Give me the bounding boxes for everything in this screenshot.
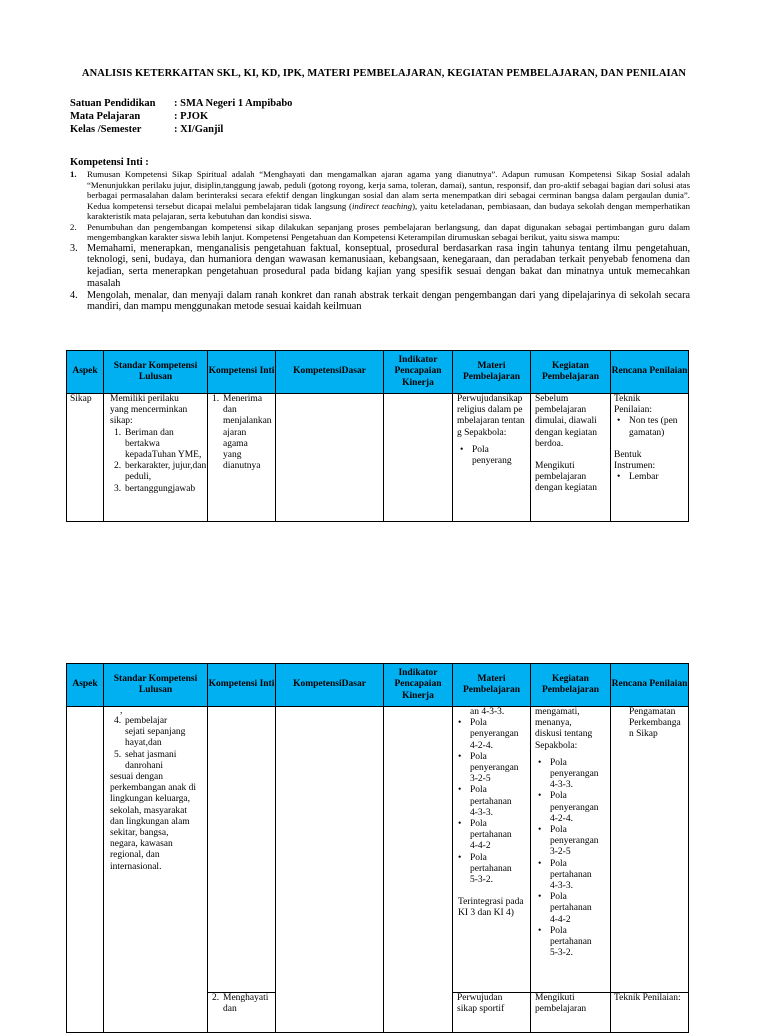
header-kd: KompetensiDasar [276,351,384,394]
rencana-bullets [614,416,685,438]
ki-text-italic: indirect teaching [351,200,413,211]
cell-aspek [67,707,104,1033]
list-item: • Pola pertahanan 4-4-2 [535,892,600,926]
table-header-row [67,351,689,394]
header-aspek: Aspek [67,664,104,707]
aspek-text: Sikap [70,394,92,404]
ki-item-2 [70,222,690,243]
list-item: • Pola penyerangan 4-3-3. [535,758,600,792]
header-rencana: Rencana Penilaian [611,664,689,707]
ki-text: Mengolah, menalar, dan menyaji dalam ranah konkret dan ranah abstrak terkait dengan pengembangan dari yang dipelajarinya di sekolah secara mandiri, dan mampu menggunakan metode sesuai kaidah keilmuan [87,289,690,313]
cell-materi [453,993,531,1033]
list-item [208,993,269,1015]
item-text: Beriman dan bertakwa kepadaTuhan YME, [125,427,202,461]
rencana-paragraph: Teknik Penilaian: [614,394,652,416]
cell-kegiatan [531,993,611,1033]
item-number: 2. [212,993,220,1003]
rencana-paragraph: Pengamatan [629,707,676,717]
item-number: 3. [114,483,122,494]
analysis-table-2 [66,663,689,1033]
list-item: • Pola penyerangan 4-2-4. [535,791,600,825]
list-item: • Pola pertahanan 5-3-2. [535,926,600,960]
kegiatan-bullets [535,758,606,960]
ki-cell-list [208,993,269,1015]
cell-kd [276,394,384,522]
item-text: Menerima dan menjalankan ajaran agama yang dianutnya [223,394,272,472]
meta-row-satuan [70,97,292,110]
meta-value: : SMA Negeri 1 Ampibabo [174,98,293,109]
list-item: • Pola pertahanan 5-3-2. [455,853,514,887]
header-ki: Kompetensi Inti [208,664,276,707]
list-item [110,428,207,462]
item-number: 1. [114,427,122,438]
rencana-text: Teknik Penilaian: [614,993,681,1003]
rencana-bullets-2 [614,472,685,483]
kegiatan-paragraph: mengamati, menanya, diskusi tentang Sepakbola: [535,707,593,751]
cell-rencana [611,707,689,993]
list-item: • Non tes (pengamatan) [614,416,685,438]
cell-skl [104,707,208,1033]
cell-materi [453,707,531,993]
header-kegiatan: Kegiatan Pembelajaran [531,351,611,394]
rencana-content [611,707,688,992]
cell-ki [208,394,276,522]
ki-number: 3. [70,242,78,254]
skl-content [104,394,207,521]
header-skl: Standar Kompetensi Lulusan [104,664,208,707]
item-number: 4. [114,716,122,726]
list-item: • Pola pertahanan 4-4-2 [455,819,514,853]
kegiatan-paragraph: Sebelum pembelajaran dimulai, diawali dengan kegiatan berdoa. [535,394,597,449]
list-item: • Pola penyerangan 4-2-4. [455,718,514,752]
skl-continuation: , [120,707,123,716]
ki-cell-list [208,394,272,472]
header-ipk: Indikator Pencapaian Kinerja [384,351,453,394]
list-item: • Pola pertahanan 4-3-3. [455,785,514,819]
cell-materi [453,394,531,522]
kegiatan-content [531,394,610,521]
list-item [110,484,207,495]
ki-text-part: Rumusan Kompetensi Sikap Spiritual adalah “Menghayati dan mengamalkan ajaran agama yang dianutnya”. Adapun rumusan Kompetensi Sikap Sosial adalah “Menunjukkan perilaku jujur, disiplin,tanggung jawab, peduli (gotong royong, kerja sama, toleran, damai), santun, responsif, dan pro-aktif sebagai bagian dari solusi atas berbagai permasalahan dalam berinteraksi secara efektif dengan lingkungan sosial dan alam serta menempatkan diri sebagai cerminan bangsa dalam pergaulan dunia”. Kedua kompetensi tersebut dicapai melalui pembelajaran tidak langsung ( [87,169,690,211]
meta-value: : PJOK [174,111,209,122]
item-number: 1. [212,394,220,404]
meta-label: Satuan Pendidikan [70,98,156,109]
header-ipk: Indikator Pencapaian Kinerja [384,664,453,707]
kegiatan-paragraph: Mengikuti pembelajaran dengan kegiatan [535,461,597,494]
materi-content [453,707,530,992]
item-text: sehat jasmani danrohani [125,749,177,771]
header-ki: Kompetensi Inti [208,351,276,394]
ki-item-3 [70,243,690,290]
header-materi: Materi Pembelajaran [453,351,531,394]
cell-kegiatan [531,394,611,522]
meta-row-kelas [70,123,292,136]
cell-kd [276,707,384,1033]
header-materi: Materi Pembelajaran [453,664,531,707]
header-kegiatan: Kegiatan Pembelajaran [531,664,611,707]
skl-list [110,428,207,495]
ki-content [208,993,275,1015]
item-number: 5. [114,749,122,760]
materi-text: Perwujudan sikap sportif [457,993,505,1015]
ki-text: Memahami, menerapkan, menganalisis pengetahuan faktual, konseptual, prosedural berdasarkan rasa ingin tahunya tentang ilmu pengetahuan, teknologi, seni, budaya, dan humaniora dengan wawasan kemanusiaan, kebangsaan, kenegaraan, dan peradaban terkait penyebab fenomena dan kejadian, serta menerapkan pengetahuan prosedural pada bidang kajian yang spesifik sesuai dengan bakat dan minatnya untuk memecahkan masalah [87,242,690,289]
kegiatan-content [531,707,610,992]
item-text: berkarakter, jujur,dan peduli, [125,461,207,483]
header-rencana: Rencana Penilaian [611,351,689,394]
item-text: Menghayati dan [223,993,269,1015]
header-skl: Standar Kompetensi Lulusan [104,351,208,394]
skl-intro: Memiliki perilaku yang mencerminkan sikap: [110,394,188,427]
list-item [110,750,207,772]
ki-content [208,394,275,472]
cell-rencana [611,993,689,1033]
list-item: an 4-3-3. [470,707,505,717]
rencana-paragraph: Bentuk Instrumen: [614,449,656,472]
ki-number: 4. [70,289,78,301]
meta-row-mapel [70,110,292,123]
cell-skl [104,394,208,522]
ki-list [70,169,690,313]
ki-item-1 [70,169,690,222]
cell-ipk [384,394,453,522]
item-number: 2. [114,461,122,472]
list-item: • Pola penyerangan 3-2-5 [455,752,514,786]
ki-item-4 [70,290,690,314]
ki-text-part: ), yaitu keteladanan, pembiasaan, dan budaya sekolah dengan memperhatikan karakteristik mata pelajaran, serta kebutuhan dan kondisi siswa. [87,200,690,221]
cell-aspek [67,394,104,522]
materi-bullets [457,445,526,467]
list-item: • Pola pertahanan 4-3-3. [535,859,600,893]
list-item [110,716,207,750]
skl-content [104,707,207,873]
skl-list [110,716,207,772]
kegiatan-text: Mengikuti pembelajaran [535,993,587,1015]
header-aspek: Aspek [67,351,104,394]
rencana-paragraph: Perkembangan Sikap [629,718,681,740]
ki-heading: Kompetensi Inti : [70,157,149,168]
ki-text [87,169,690,222]
header-kd: KompetensiDasar [276,664,384,707]
cell-ki [208,707,276,993]
cell-kegiatan [531,707,611,993]
document-meta [70,97,292,136]
analysis-table-1 [66,350,689,522]
table-row [67,394,689,522]
materi-content [453,394,530,521]
cell-ipk [384,707,453,1033]
list-item: • Lembar [614,472,685,483]
page-title: ANALISIS KETERKAITAN SKL, KI, KD, IPK, MATERI PEMBELAJARAN, KEGIATAN PEMBELAJARAN, DAN PENILAIAN [81,68,687,79]
cell-rencana [611,394,689,522]
meta-value: : XI/Ganjil [174,124,224,135]
table-row [67,707,689,993]
rencana-content [611,394,688,521]
table-header-row [67,664,689,707]
list-item [208,394,272,472]
list-item: • Pola penyerangan 3-2-5 [535,825,600,859]
cell-ki [208,993,276,1033]
materi-text: Perwujudansikap religius dalam pembelajaran tentang Sepakbola: [457,394,525,438]
meta-label: Kelas /Semester [70,124,142,135]
meta-label: Mata Pelajaran [70,111,141,122]
list-item [110,461,207,483]
list-item: • Pola penyerang [457,445,526,467]
materi-after-text: Terintegrasi pada KI 3 dan KI 4) [458,897,524,919]
ki-number: 2. [70,221,77,232]
materi-bullets [455,707,526,886]
skl-after-text: sesuai dengan perkembangan anak di lingkungan keluarga, sekolah, masyarakat dan lingkungan alam sekitar, bangsa, negara, kawasan regional, dan internasional. [110,772,196,872]
ki-number: 1. [70,169,77,179]
item-text: bertanggungjawab [125,483,196,494]
ki-text: Penumbuhan dan pengembangan kompetensi sikap dilakukan sepanjang proses pembelajaran berlangsung, dan dapat digunakan sebagai pertimbangan guru dalam mengembangkan karakter siswa lebih lanjut. Kompetensi Pengetahuan dan Kompetensi Keterampilan dirumuskan sebagai berikut, yaitu siswa mampu: [87,221,690,242]
item-text: pembelajar sejati sepanjang hayat,dan [125,716,186,749]
